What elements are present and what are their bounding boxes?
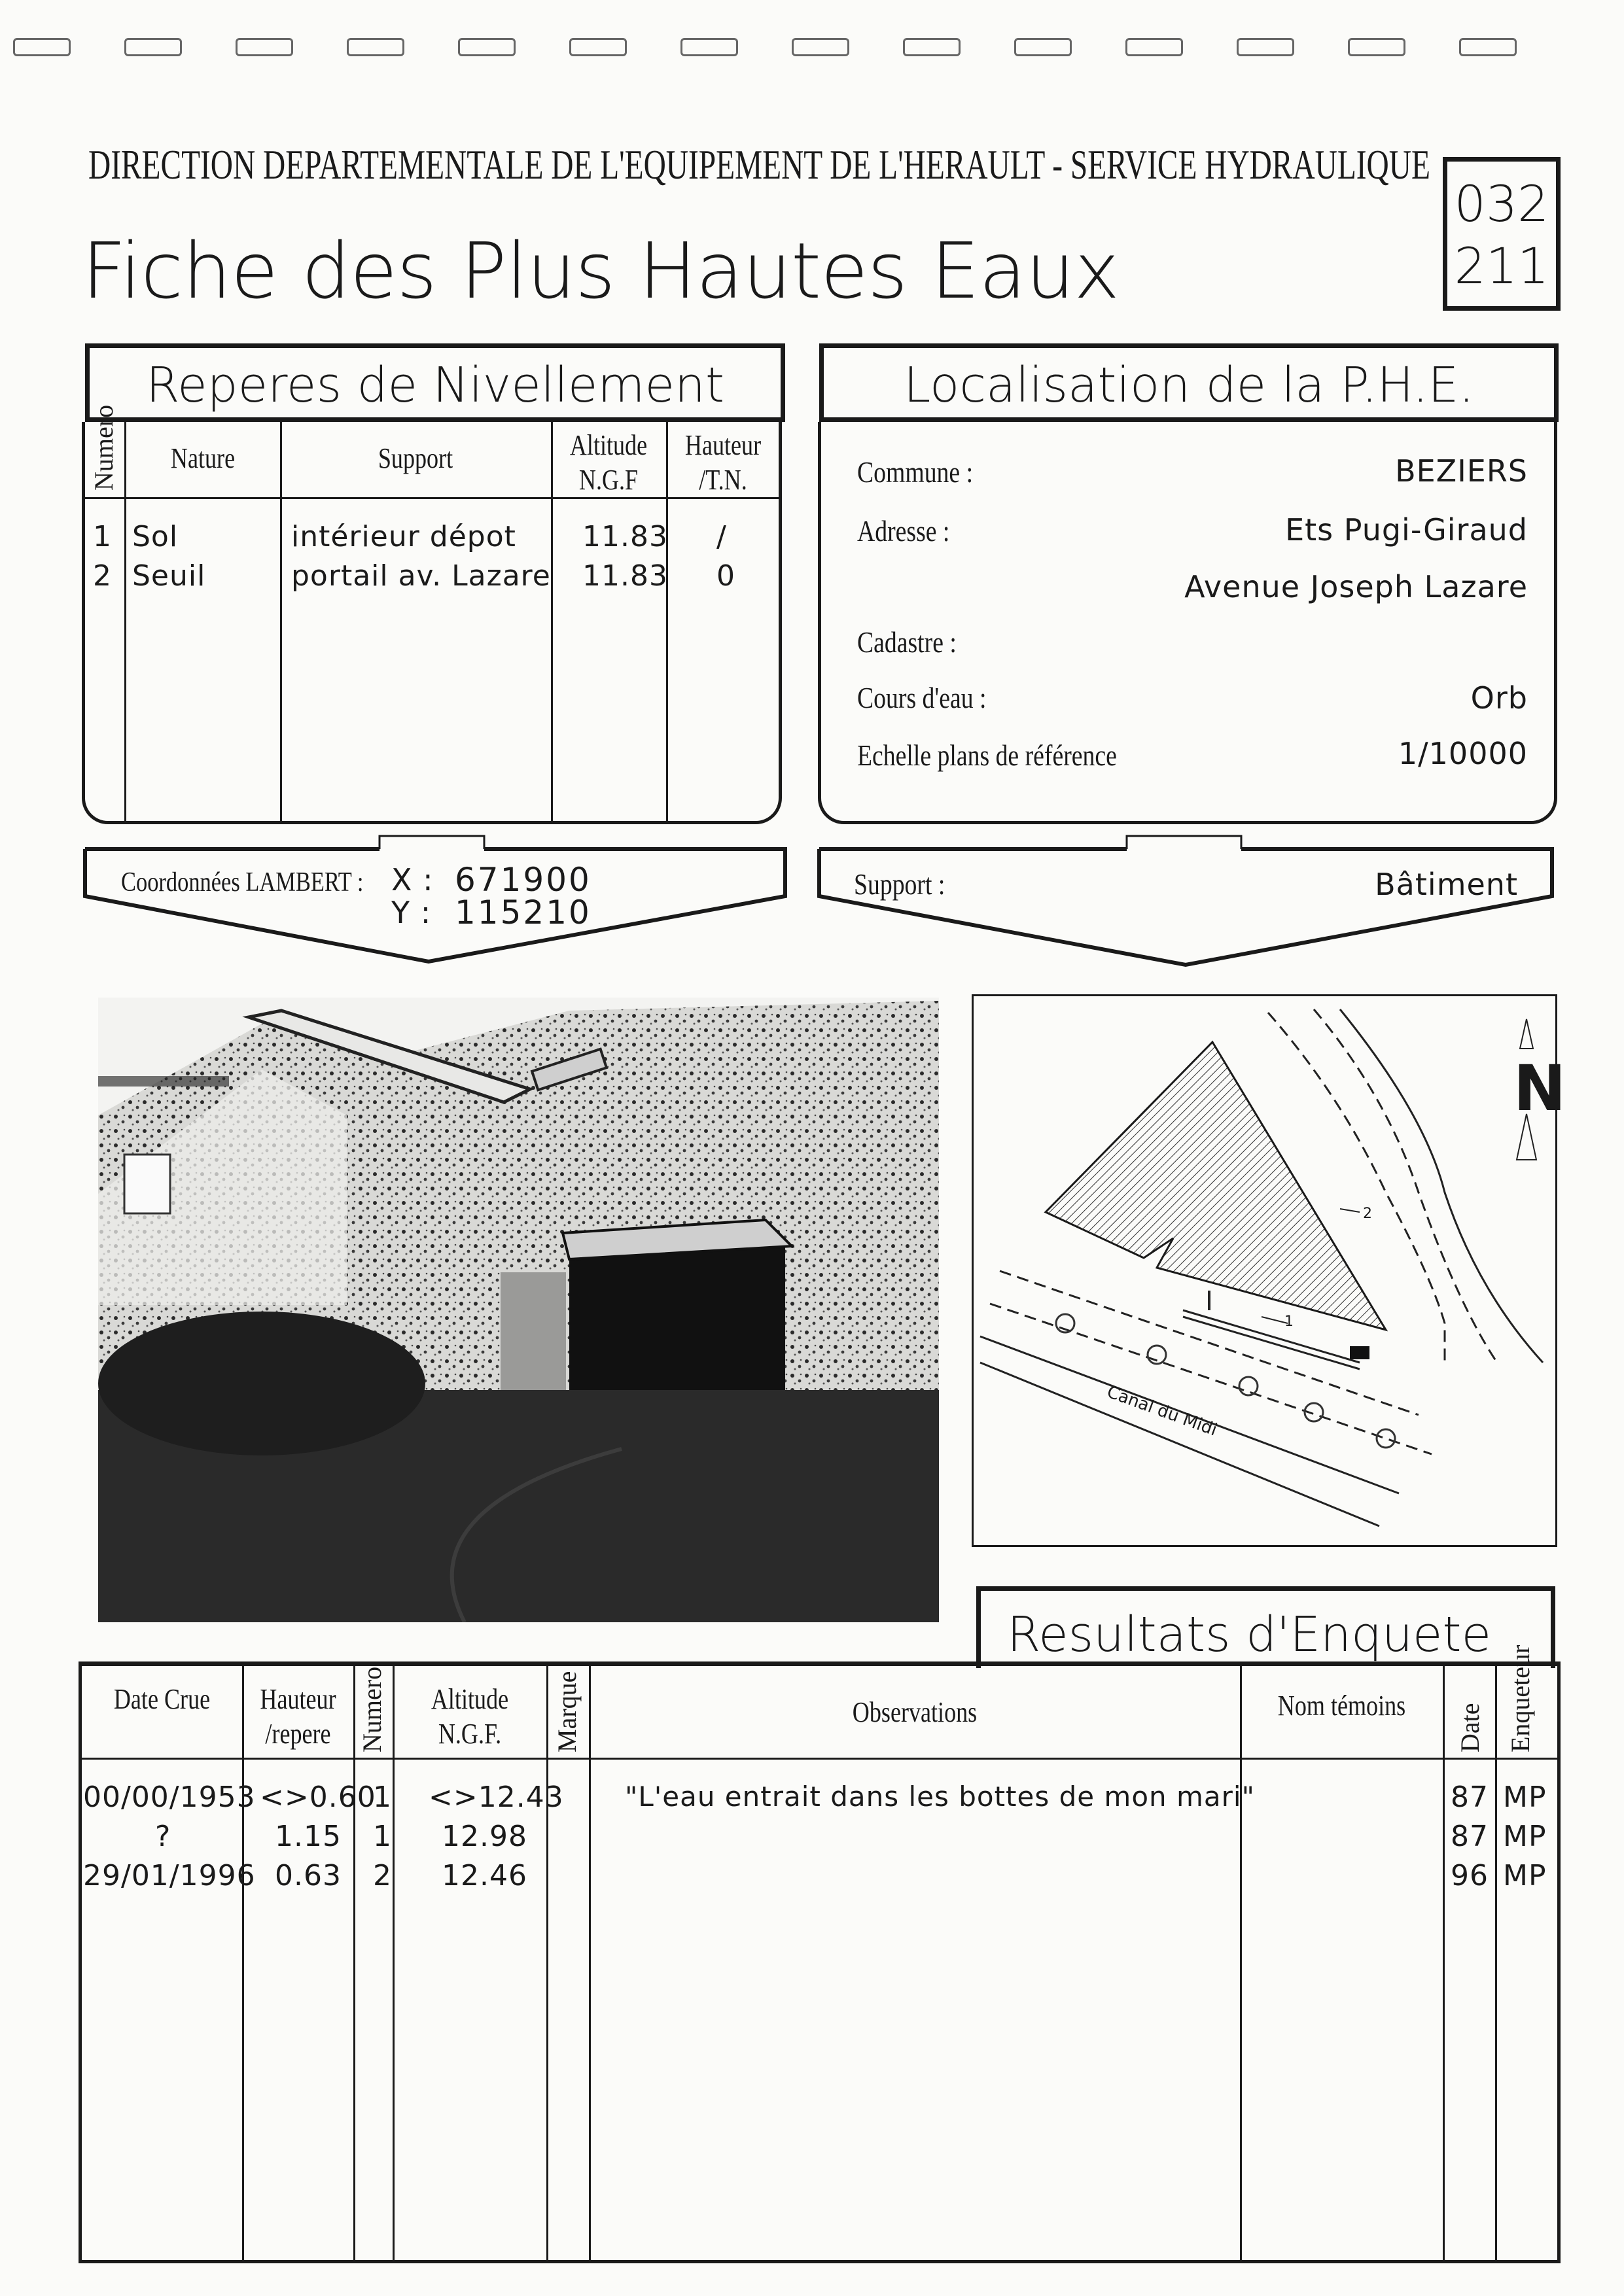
punch-hole xyxy=(1014,38,1072,56)
localisation-title-box xyxy=(819,343,1559,422)
resultats-row-altitude: <>12.43 xyxy=(429,1781,564,1814)
punch-hole xyxy=(1459,38,1517,56)
resultats-row-enqueteur: MP xyxy=(1503,1859,1547,1892)
punch-hole xyxy=(236,38,293,56)
reperes-row-hauteur: 0 xyxy=(716,559,735,593)
punch-hole xyxy=(569,38,627,56)
canal-label: Canal du Midi xyxy=(1104,1382,1220,1440)
col-hauteur-repere: Hauteur /repere xyxy=(260,1683,336,1750)
reperes-row-support: portail av. Lazare xyxy=(291,559,551,593)
resultats-row-date: 87 xyxy=(1451,1820,1489,1853)
col-altitude: Altitude N.G.F xyxy=(569,429,648,496)
support-value: Bâtiment xyxy=(1375,867,1518,902)
reperes-row-altitude: 11.83 xyxy=(582,520,668,553)
reperes-title-box xyxy=(85,343,785,422)
punch-hole xyxy=(347,38,404,56)
echelle-value: 1/10000 xyxy=(1398,736,1528,771)
reperes-row-support: intérieur dépot xyxy=(291,520,516,553)
adresse-line-1: Ets Pugi-Giraud xyxy=(1285,512,1528,548)
col-numero: Numero xyxy=(357,1666,387,1752)
resultats-row-date: 96 xyxy=(1451,1859,1489,1892)
punch-hole xyxy=(1125,38,1183,56)
code-top: 032 xyxy=(1454,175,1549,233)
cadastre-label: Cadastre : xyxy=(857,625,957,659)
punch-hole xyxy=(124,38,182,56)
y-value: 115210 xyxy=(455,894,591,931)
resultats-row-hauteur: 0.63 xyxy=(275,1859,342,1892)
resultats-row-date-crue: ? xyxy=(155,1820,171,1853)
direction-header: DIRECTION DEPARTEMENTALE DE L'EQUIPEMENT DE L'HERAULT - SERVICE HYDRAULIQUE xyxy=(88,141,1430,188)
x-value: 671900 xyxy=(455,861,591,899)
resultats-row-numero: 2 xyxy=(373,1859,392,1892)
support-arrow-frame xyxy=(813,831,1565,975)
resultats-title-box xyxy=(976,1586,1555,1668)
resultats-row-date-crue: 29/01/1996 xyxy=(83,1859,256,1892)
echelle-label: Echelle plans de référence xyxy=(857,739,1117,772)
cours-value: Orb xyxy=(1470,680,1528,716)
reperes-row-hauteur: / xyxy=(716,520,727,553)
cours-label: Cours d'eau : xyxy=(857,681,987,714)
col-support: Support xyxy=(378,442,453,474)
resultats-row-hauteur: 1.15 xyxy=(275,1820,342,1853)
building-photo xyxy=(98,998,939,1622)
reperes-row-numero: 2 xyxy=(93,559,112,593)
reperes-table xyxy=(82,404,782,824)
commune-value: BEZIERS xyxy=(1395,453,1528,489)
resultats-row-date: 87 xyxy=(1451,1781,1489,1814)
map-marker-1: 1 xyxy=(1284,1313,1294,1330)
north-arrow-label: N xyxy=(1513,1052,1566,1125)
resultats-row-hauteur: <>0.60 xyxy=(260,1781,376,1814)
code-bottom: 211 xyxy=(1454,237,1549,295)
resultats-row-enqueteur: MP xyxy=(1503,1820,1547,1853)
fiche-code-box xyxy=(1443,157,1561,311)
col-enqueteur: Enqueteur xyxy=(1506,1644,1535,1752)
commune-label: Commune : xyxy=(857,455,974,489)
localisation-title: Localisation de la P.H.E. xyxy=(904,357,1474,413)
punch-hole xyxy=(680,38,738,56)
resultats-row-date-crue: 00/00/1953 xyxy=(83,1781,256,1814)
lambert-arrow-frame xyxy=(79,831,792,975)
punch-hole xyxy=(792,38,849,56)
col-date-crue: Date Crue xyxy=(113,1683,211,1715)
col-altitude-ngf: Altitude N.G.F. xyxy=(431,1683,509,1750)
y-label: Y : xyxy=(391,895,432,930)
support-label: Support : xyxy=(854,867,945,901)
col-hauteur: Hauteur /T.N. xyxy=(684,429,762,496)
col-numero: Numero xyxy=(89,404,118,491)
resultats-row-numero: 1 xyxy=(373,1781,392,1814)
col-observations: Observations xyxy=(852,1696,978,1728)
map-marker-2: 2 xyxy=(1363,1206,1372,1222)
punch-hole xyxy=(458,38,516,56)
col-marque: Marque xyxy=(552,1671,582,1752)
resultats-row-enqueteur: MP xyxy=(1503,1781,1547,1814)
resultats-row-observation: "L'eau entrait dans les bottes de mon mari" xyxy=(625,1781,1255,1813)
lambert-label: Coordonnées LAMBERT : xyxy=(121,867,364,897)
reperes-row-numero: 1 xyxy=(93,520,112,553)
localisation-panel xyxy=(818,422,1557,824)
col-nature: Nature xyxy=(170,442,236,474)
adresse-label: Adresse : xyxy=(857,514,950,548)
resultats-title: Resultats d'Enquete xyxy=(1007,1607,1491,1663)
col-nom-temoins: Nom témoins xyxy=(1277,1690,1406,1722)
resultats-row-numero: 1 xyxy=(373,1820,392,1853)
location-map xyxy=(972,994,1566,1547)
page-title: Fiche des Plus Hautes Eaux xyxy=(82,226,1120,316)
x-label: X : xyxy=(391,862,434,897)
punch-hole xyxy=(903,38,961,56)
reperes-title: Reperes de Nivellement xyxy=(146,357,724,413)
col-date: Date xyxy=(1455,1703,1485,1752)
punch-hole xyxy=(13,38,71,56)
resultats-table xyxy=(79,1644,1561,2263)
punch-hole xyxy=(1348,38,1405,56)
resultats-row-altitude: 12.46 xyxy=(442,1859,527,1892)
punch-hole xyxy=(1237,38,1294,56)
reperes-row-nature: Sol xyxy=(132,520,179,553)
resultats-row-altitude: 12.98 xyxy=(442,1820,527,1853)
reperes-row-altitude: 11.83 xyxy=(582,559,668,593)
reperes-row-nature: Seuil xyxy=(132,559,206,593)
adresse-line-2: Avenue Joseph Lazare xyxy=(1184,569,1528,604)
